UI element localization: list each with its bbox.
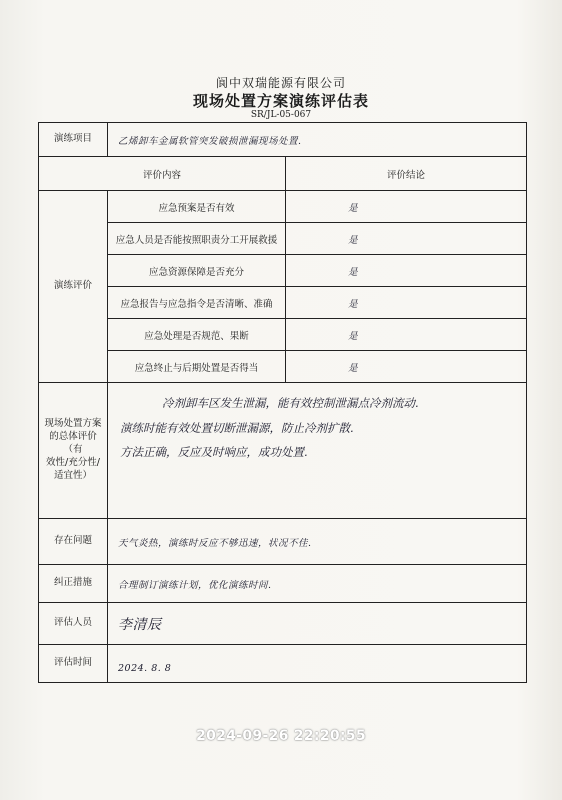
evaluator-row bbox=[39, 603, 527, 645]
corrective-label: 纠正措施 bbox=[39, 565, 108, 603]
evaluator-signature: 李清辰 bbox=[108, 603, 527, 645]
summary-label-line: 效性/充分性/ bbox=[46, 456, 100, 468]
form-code: SR/JL-05-067 bbox=[250, 110, 312, 120]
criterion-result: 是 bbox=[286, 287, 527, 319]
criterion-result: 是 bbox=[286, 223, 527, 255]
eval-time-row bbox=[39, 645, 527, 683]
summary-label-line: （有 bbox=[63, 444, 83, 456]
summary-label-line: 适宜性） bbox=[53, 469, 92, 481]
criterion-result: 是 bbox=[286, 255, 527, 287]
criterion-text: 应急预案是否有效 bbox=[108, 191, 286, 223]
criteria-row bbox=[39, 351, 527, 383]
summary-label-line: 现场处置方案 bbox=[44, 418, 102, 430]
criterion-text: 应急资源保障是否充分 bbox=[108, 255, 286, 287]
criteria-row bbox=[39, 255, 527, 287]
summary-row bbox=[39, 383, 527, 519]
company-name: 阆中双瑞能源有限公司 bbox=[215, 76, 346, 90]
criterion-text: 应急报告与应急指令是否清晰、准确 bbox=[108, 287, 286, 319]
criteria-row bbox=[39, 223, 527, 255]
summary-line: 演练时能有效处置切断泄漏源，防止冷剂扩散. bbox=[120, 420, 354, 435]
evaluation-label: 演练评价 bbox=[39, 191, 108, 383]
criterion-result: 是 bbox=[286, 351, 527, 383]
evaluation-table bbox=[38, 122, 527, 683]
summary-line: 方法正确，反应及时响应，成功处置. bbox=[120, 445, 308, 460]
corrective-row bbox=[39, 565, 527, 603]
eval-time-label: 评估时间 bbox=[39, 645, 108, 683]
drill-item-row bbox=[39, 123, 527, 157]
eval-time-value: 2024. 8. 8 bbox=[108, 645, 527, 683]
conclusion-header: 评价结论 bbox=[286, 157, 527, 191]
issues-row bbox=[39, 519, 527, 565]
criterion-text: 应急终止与后期处置是否得当 bbox=[108, 351, 286, 383]
issues-value: 天气炎热，演练时反应不够迅速，状况不佳. bbox=[108, 519, 527, 565]
criteria-row bbox=[39, 191, 527, 223]
column-header-row bbox=[39, 157, 527, 191]
summary-line: 冷剂卸车区发生泄漏，能有效控制泄漏点冷剂流动. bbox=[162, 396, 419, 410]
drill-item-value: 乙烯卸车金属软管突发破损泄漏现场处置. bbox=[108, 123, 527, 157]
content-header: 评价内容 bbox=[39, 157, 286, 191]
criterion-text: 应急人员是否能按照职责分工开展救援 bbox=[108, 223, 286, 255]
corrective-value: 合理制订演练计划，优化演练时间. bbox=[108, 565, 527, 603]
evaluator-label: 评估人员 bbox=[39, 603, 108, 645]
criterion-text: 应急处理是否规范、果断 bbox=[108, 319, 286, 351]
criteria-row bbox=[39, 319, 527, 351]
summary-label bbox=[39, 383, 108, 519]
form-title: 现场处置方案演练评估表 bbox=[192, 92, 369, 110]
criteria-row bbox=[39, 287, 527, 319]
summary-value bbox=[108, 383, 527, 519]
summary-label-line: 的总体评价 bbox=[49, 431, 97, 443]
photo-timestamp-overlay: 2024-09-26 22:20:55 bbox=[196, 728, 366, 744]
criterion-result: 是 bbox=[286, 319, 527, 351]
criterion-result: 是 bbox=[286, 191, 527, 223]
issues-label: 存在问题 bbox=[39, 519, 108, 565]
drill-item-label: 演练项目 bbox=[39, 123, 108, 157]
